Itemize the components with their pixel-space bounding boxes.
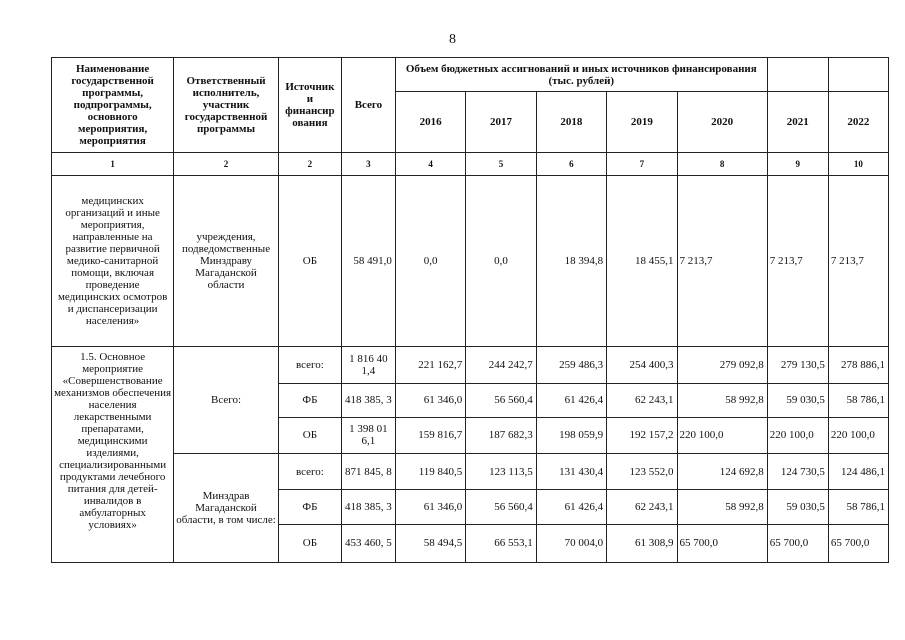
value-cell: 259 486,3 (536, 347, 606, 383)
total-cell: 418 385, 3 (342, 490, 396, 524)
source-cell: ФБ (278, 490, 341, 524)
value-cell: 220 100,0 (767, 417, 828, 453)
total-cell: 1 398 01 6,1 (342, 417, 396, 453)
index-cell: 4 (395, 152, 465, 175)
value-cell: 221 162,7 (395, 347, 465, 383)
source-cell: всего: (278, 347, 341, 383)
value-cell: 220 100,0 (828, 417, 888, 453)
value-cell: 192 157,2 (607, 417, 677, 453)
total-cell: 453 460, 5 (342, 524, 396, 562)
table-row (52, 454, 889, 490)
executor-cell: Всего: (174, 347, 279, 454)
value-cell: 123 113,5 (466, 454, 536, 490)
total-cell: 418 385, 3 (342, 383, 396, 417)
value-cell: 124 730,5 (767, 454, 828, 490)
value-cell: 61 308,9 (607, 524, 677, 562)
program-name-cell: 1.5. Основное мероприятие «Совершенствование механизмов обеспечения населения лекарственными препаратами, медицинскими изделиями, специализированными продуктами лечебного питания для детей-инвалидов в амбулаторных условиях» (52, 347, 174, 563)
index-cell: 5 (466, 152, 536, 175)
value-cell: 131 430,4 (536, 454, 606, 490)
value-cell: 159 816,7 (395, 417, 465, 453)
value-cell: 58 786,1 (828, 490, 888, 524)
index-cell: 2 (278, 152, 341, 175)
total-cell: 58 491,0 (342, 175, 396, 346)
year-header: 2021 (767, 92, 828, 152)
value-cell: 279 130,5 (767, 347, 828, 383)
value-cell: 198 059,9 (536, 417, 606, 453)
header-blank-cell (767, 58, 828, 92)
year-header: 2019 (607, 92, 677, 152)
table-row (52, 347, 889, 383)
value-cell: 61 346,0 (395, 490, 465, 524)
col-header-program: Наименование государственной программы, подпрограммы, основного мероприятия, мероприятия (52, 58, 174, 153)
header-blank-cell (828, 58, 888, 92)
index-row (52, 152, 889, 175)
value-cell: 61 426,4 (536, 383, 606, 417)
source-cell: ОБ (278, 524, 341, 562)
value-cell: 18 394,8 (536, 175, 606, 346)
value-cell: 7 213,7 (677, 175, 767, 346)
header-row (52, 58, 889, 92)
value-cell: 59 030,5 (767, 490, 828, 524)
value-cell: 62 243,1 (607, 490, 677, 524)
value-cell: 0,0 (395, 175, 465, 346)
value-cell: 124 486,1 (828, 454, 888, 490)
value-cell: 56 560,4 (466, 383, 536, 417)
index-cell: 8 (677, 152, 767, 175)
index-cell: 6 (536, 152, 606, 175)
value-cell: 61 426,4 (536, 490, 606, 524)
year-header: 2018 (536, 92, 606, 152)
source-cell: ОБ (278, 175, 341, 346)
value-cell: 58 494,5 (395, 524, 465, 562)
page-number: 8 (449, 32, 456, 47)
value-cell: 220 100,0 (677, 417, 767, 453)
budget-table (51, 57, 889, 563)
value-cell: 62 243,1 (607, 383, 677, 417)
value-cell: 56 560,4 (466, 490, 536, 524)
total-cell: 871 845, 8 (342, 454, 396, 490)
index-cell: 9 (767, 152, 828, 175)
value-cell: 58 992,8 (677, 383, 767, 417)
program-name-cell: медицинских организаций и иные мероприятия, направленные на развитие первичной медико-санитарной помощи, включая проведение медицинских осмотров и диспансеризации населения» (52, 175, 174, 346)
year-header: 2020 (677, 92, 767, 152)
value-cell: 58 786,1 (828, 383, 888, 417)
source-cell: ФБ (278, 383, 341, 417)
col-header-source: Источник и финансир ования (278, 58, 341, 153)
value-cell: 70 004,0 (536, 524, 606, 562)
index-cell: 10 (828, 152, 888, 175)
executor-cell: учреждения, подведомственные Минздраву Магаданской области (174, 175, 279, 346)
index-cell: 7 (607, 152, 677, 175)
source-cell: ОБ (278, 417, 341, 453)
value-cell: 187 682,3 (466, 417, 536, 453)
value-cell: 119 840,5 (395, 454, 465, 490)
year-header: 2017 (466, 92, 536, 152)
index-cell: 1 (52, 152, 174, 175)
value-cell: 65 700,0 (767, 524, 828, 562)
value-cell: 66 553,1 (466, 524, 536, 562)
executor-cell: Минздрав Магаданской области, в том числе: (174, 454, 279, 563)
value-cell: 7 213,7 (828, 175, 888, 346)
col-header-total: Всего (342, 58, 396, 153)
value-cell: 123 552,0 (607, 454, 677, 490)
source-cell: всего: (278, 454, 341, 490)
value-cell: 279 092,8 (677, 347, 767, 383)
col-header-volume: Объем бюджетных ассигнований и иных источников финансирования (тыс. рублей) (395, 58, 767, 92)
total-cell: 1 816 40 1,4 (342, 347, 396, 383)
value-cell: 7 213,7 (767, 175, 828, 346)
index-cell: 3 (342, 152, 396, 175)
year-header: 2016 (395, 92, 465, 152)
index-cell: 2 (174, 152, 279, 175)
value-cell: 254 400,3 (607, 347, 677, 383)
value-cell: 58 992,8 (677, 490, 767, 524)
col-header-executor: Ответственный исполнитель, участник государственной программы (174, 58, 279, 153)
table-row (52, 175, 889, 346)
value-cell: 18 455,1 (607, 175, 677, 346)
value-cell: 278 886,1 (828, 347, 888, 383)
value-cell: 124 692,8 (677, 454, 767, 490)
value-cell: 65 700,0 (828, 524, 888, 562)
value-cell: 61 346,0 (395, 383, 465, 417)
value-cell: 59 030,5 (767, 383, 828, 417)
value-cell: 244 242,7 (466, 347, 536, 383)
value-cell: 0,0 (466, 175, 536, 346)
year-header: 2022 (828, 92, 888, 152)
value-cell: 65 700,0 (677, 524, 767, 562)
